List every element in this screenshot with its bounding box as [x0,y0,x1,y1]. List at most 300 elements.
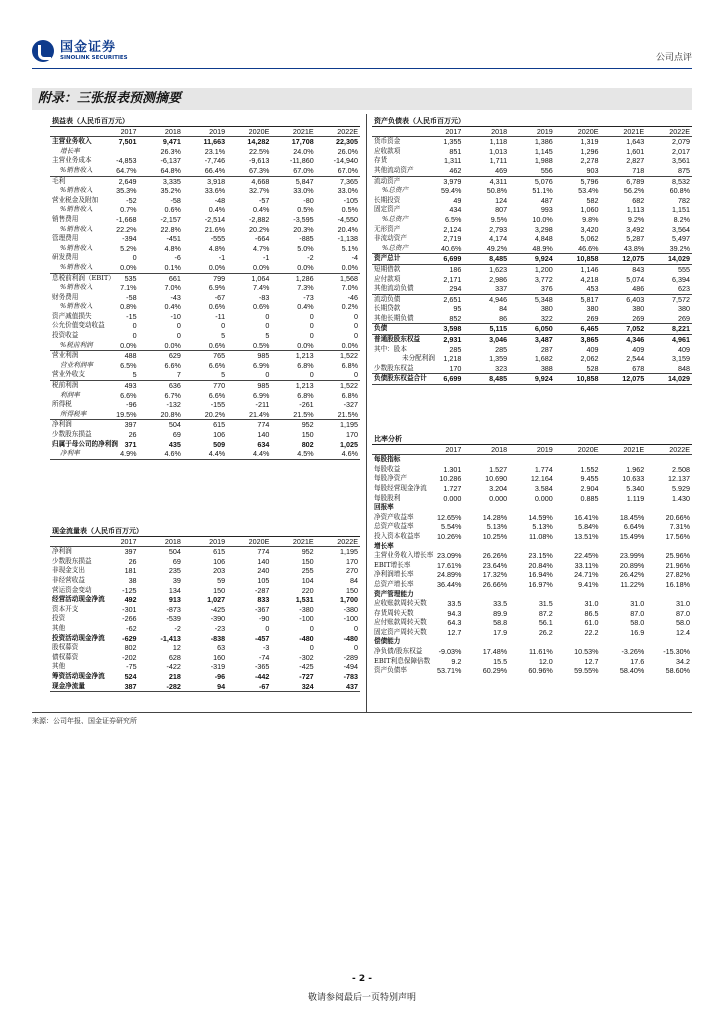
row-value: 6.64% [623,522,645,532]
company-logo [32,40,128,62]
row-label: %总资产 [382,214,409,223]
table-row [50,137,360,147]
row-value: -100 [343,614,358,624]
row-value: 3,918 [207,176,226,186]
row-value: 409 [678,344,690,354]
row-value: -380 [299,604,314,614]
table-row [50,253,360,263]
row-value: 453 [555,284,601,294]
row-value: 10,858 [555,374,601,385]
row-value: 843 [632,264,645,274]
row-value: 6.8% [297,360,314,370]
row-value: 848 [646,364,692,374]
row-value: -1,413 [160,633,181,643]
row-value: 59 [217,575,226,585]
row-label: 货币资金 [374,137,401,146]
bottom-rule [32,712,692,713]
row-value: 6,050 [509,324,555,335]
row-value: 3,159 [672,354,690,364]
row-value: 294 [418,284,464,294]
row-value: 270 [346,566,358,576]
row-value: -10 [170,311,181,321]
row-value: 2,986 [489,274,508,284]
row-value: -15 [126,311,137,321]
row-value: 0.6% [208,302,226,312]
row-value: 0.7% [120,205,137,215]
row-value: 23.1% [204,146,226,156]
row-value: 985 [257,381,270,391]
year-header: 2018 [139,536,183,547]
table-row [50,557,360,567]
table-title: 损益表（人民币百万元） [50,116,360,126]
row-value: 0.4% [164,302,181,312]
row-value: 46.6% [555,244,601,254]
row-value: -14,940 [333,156,358,166]
row-value: 5.84% [578,522,599,532]
row-value: -629 [122,633,137,643]
row-value: 0 [265,311,270,321]
row-value: 1.774 [534,464,553,474]
row-value: 770 [213,381,226,391]
row-value: 1,601 [626,146,645,156]
row-value: 0 [132,321,137,331]
row-label: 利润率 [60,390,80,399]
row-value: 1,118 [489,137,508,147]
row-label: 净利润增长率 [374,570,414,579]
row-value: -494 [343,662,358,672]
row-value: 380 [540,304,553,314]
row-value: 11.61% [528,647,553,657]
row-value: 1.962 [626,464,645,474]
row-label: 财务费用 [52,292,79,301]
row-value: 5,115 [463,324,509,335]
row-label: 固定资产 [374,205,401,214]
row-label: 息税前利润（EBIT） [52,273,115,282]
row-value: 1.727 [443,483,462,493]
row-value: 49 [453,195,462,205]
row-value: 807 [495,205,508,215]
year-header: 2022E [646,126,692,137]
table-row [50,263,360,273]
table-title-row [372,116,692,126]
row-value: 6.5% [120,360,137,370]
row-value: 19.5% [94,410,138,420]
row-value: 409 [586,344,599,354]
row-value: 376 [509,284,555,294]
row-value: -457 [255,633,270,643]
row-label: 少数股东损益 [52,556,92,565]
row-label: 主营业务成本 [52,156,92,165]
table-row [50,605,360,615]
row-value: 322 [509,314,555,324]
row-value: 9.5% [490,214,508,224]
page-number: - 2 - [352,974,372,984]
row-value: 993 [540,205,553,215]
row-value: 1,200 [534,264,553,274]
row-value: 4.9% [94,449,138,459]
row-value: 63 [217,643,226,653]
row-value: 10.633 [622,474,645,484]
row-label: 股权募资 [52,643,79,652]
row-value: 6.6% [120,390,137,400]
row-value: 17.6 [630,656,645,666]
row-value: 488 [124,351,137,361]
row-value: 5,076 [534,176,553,186]
table-row [50,634,360,644]
table-row [50,400,360,410]
row-value: 682 [632,195,645,205]
year-header: 2017 [418,126,464,137]
row-value: 5.0% [297,243,314,253]
row-value: 5,062 [580,234,599,244]
row-value: 22,305 [336,137,358,147]
row-value: 64.3 [447,618,462,628]
row-label: 少数股东损益 [52,430,92,438]
row-value: 774 [257,420,270,430]
row-value: 12,075 [601,254,647,265]
row-value: 6.8% [341,360,358,370]
row-value: 12.4 [676,627,690,637]
row-value: 0.885 [580,493,599,503]
row-value: 140 [257,430,270,439]
row-value: -75 [126,662,137,672]
row-value: -105 [343,195,358,205]
year-header: 2020E [227,536,271,547]
group-name: 回报率 [374,503,394,512]
row-label: 营业利润 [52,351,79,360]
row-value: -2 [174,623,181,633]
row-value: 556 [509,166,555,176]
row-value: 0.0% [227,263,271,273]
row-value: 623 [646,284,692,294]
year-header: 2017 [418,444,464,455]
table-row [50,410,360,420]
row-label: 其他长期负债 [372,314,418,324]
row-value: 14,029 [646,254,692,265]
row-label: 长期贷款 [374,304,401,313]
row-label: %销售收入 [60,283,93,292]
table-row [372,225,692,235]
row-label: 净利润 [52,420,72,429]
row-label: 应付款项 [374,274,401,283]
table-row [372,561,692,571]
row-value: 0 [265,623,270,633]
row-label: %总资产 [372,244,418,254]
table-row [372,580,692,590]
row-label: %销售收入 [50,166,94,176]
row-value: 203 [213,566,226,576]
row-value: -58 [126,292,137,302]
row-value: 1,213 [295,381,314,391]
row-label: 其他流动负债 [372,284,418,294]
table-row [372,570,692,580]
row-label: 其他 [52,662,66,671]
table-row [50,156,360,166]
row-value: -74 [259,652,270,662]
row-value: 33.6% [204,186,226,196]
row-value: 36.44% [437,579,462,589]
row-value: 2,827 [626,156,645,166]
row-value: 582 [586,195,599,205]
row-value: -6,137 [160,156,181,166]
row-value: -282 [139,682,183,692]
row-value: 2,062 [580,354,599,364]
row-label: 流动资产 [374,176,401,185]
row-label: 流动负债 [374,294,401,303]
row-value: 3,420 [580,224,599,234]
row-value: 31.0 [584,599,599,609]
row-value: 0 [227,370,271,380]
row-value: 3.584 [534,483,553,493]
row-value: 67.0% [316,166,360,176]
table-row [372,599,692,609]
row-value: -202 [122,652,137,662]
row-value: 1,151 [672,205,690,215]
row-value: 17,708 [291,137,314,147]
row-value: 774 [257,547,270,557]
table-row [50,391,360,401]
row-label: 总资产增长率 [374,579,414,588]
row-value: 985 [257,351,270,361]
row-value: 903 [555,166,601,176]
row-label: 少数股东权益 [372,364,418,374]
row-value: 1,146 [580,264,599,274]
table-row [372,304,692,314]
row-label: 总资产收益率 [374,522,414,531]
row-value: 1,711 [489,156,508,166]
table-row [372,647,692,657]
row-value: 22.45% [574,551,599,561]
row-value: 388 [509,364,555,374]
row-value: 0.000 [489,493,508,503]
table-row [50,331,360,341]
row-value: 1.552 [580,464,599,474]
row-value: -57 [259,195,270,205]
row-value: 64.7% [94,166,138,176]
row-value: 3,598 [418,324,464,335]
row-value: 0 [265,321,270,331]
row-value: 87.0 [676,608,690,618]
row-label: 公允价值变动收益 [52,321,105,330]
year-header-blank [372,126,418,137]
row-label: %销售收入 [60,205,93,214]
row-value: 16.18% [665,579,690,589]
row-value: -1,668 [116,214,137,224]
row-value: 462 [418,166,464,176]
row-value: 9,924 [509,254,555,265]
row-value: 1,359 [489,354,508,364]
row-value: 20.3% [293,224,314,234]
table-row [372,532,692,542]
table-row [372,284,692,294]
row-value: 9,471 [162,137,181,147]
row-value: 23.09% [437,551,462,561]
row-value: 387 [94,682,138,692]
row-value: -67 [214,292,226,302]
row-value: 9.455 [580,474,599,484]
row-label: %销售收入 [60,302,93,311]
row-value: -885 [299,234,314,244]
row-value: -1 [263,253,270,263]
row-value: 140 [257,556,270,566]
row-value: 49.2% [463,244,509,254]
row-value: 17.48% [482,647,508,657]
row-value: 39.2% [646,244,692,254]
row-value: 4.4% [227,449,271,459]
row-label: 营运资金变动 [52,585,92,594]
row-value: 0 [354,643,358,653]
year-header: 2022E [316,126,360,137]
row-value [94,147,138,157]
row-value: 11.08% [528,531,553,541]
row-value: 0.6% [183,341,227,351]
row-value: -6 [174,253,181,263]
row-value: -480 [299,633,314,643]
row-value: -73 [303,292,314,302]
row-value: 35.3% [116,186,137,196]
row-value: 86.5 [584,608,599,618]
year-header: 2018 [139,126,183,137]
row-label: 长期投资 [374,195,401,204]
row-value: 324 [271,682,315,692]
row-value: 4,946 [489,294,508,304]
row-value: 21.96% [665,560,690,570]
row-label: 所得税率 [50,410,94,420]
table-row [372,147,692,157]
table-row [50,205,360,215]
row-value: 5 [94,370,138,380]
row-value: 8.2% [673,214,690,224]
year-header: 2021E [601,126,647,137]
row-value: 1,311 [443,156,462,166]
row-value: -838 [210,633,226,643]
row-value: 17.32% [482,570,508,580]
row-value: 67.3% [227,166,271,176]
year-header: 2019 [183,536,227,547]
row-value: 33.11% [574,560,599,570]
row-value: 678 [601,364,647,374]
row-value: 170 [346,556,358,566]
year-header: 2020E [555,126,601,137]
row-value: -539 [166,614,181,624]
row-value: 7.31% [669,522,690,532]
row-label: 无形资产 [374,224,401,233]
row-value: 799 [213,273,226,283]
row-value: 0.6% [164,205,181,215]
row-value: 504 [168,547,181,557]
row-value: 22.5% [249,146,270,156]
row-value: 5 [221,331,226,341]
row-value: 5,847 [295,176,314,186]
row-value: 104 [301,575,314,585]
row-value: 106 [213,556,226,566]
row-value: 35.2% [160,186,181,196]
row-value: 504 [168,420,181,430]
row-value: 2,649 [118,176,137,186]
row-value: 1,643 [626,137,645,147]
row-value: -287 [255,585,270,595]
row-value: 1,218 [443,354,462,364]
row-value: 7.4% [253,283,270,293]
row-value: 186 [449,264,462,274]
table-row [372,628,692,638]
row-label: 营业外收支 [50,370,94,380]
row-value: -3 [263,643,270,653]
row-value: 509 [213,439,226,449]
row-value: 34.2 [676,656,690,666]
row-value: 12.164 [530,474,553,484]
row-value: -211 [255,400,270,410]
year-header-blank [50,126,94,137]
row-value: 0 [271,370,315,380]
row-value: 397 [124,420,137,430]
year-header-row [50,126,360,137]
row-value: 1,296 [580,146,599,156]
row-value: 1,568 [340,273,358,283]
row-value: -155 [210,400,226,410]
row-value: 12.137 [668,474,690,484]
row-value: 0.0% [271,341,315,351]
row-value: 15.5 [493,656,508,666]
row-value: 833 [257,595,270,605]
group-name: 每股指标 [374,455,401,464]
row-value: 0 [316,370,360,380]
group-row [372,542,692,552]
row-value: 6,699 [418,254,464,265]
row-value: 15.49% [619,531,645,541]
row-value: 4,311 [489,176,508,186]
row-value: 10.25% [482,531,508,541]
table-row [372,657,692,667]
row-value: 2.508 [672,464,690,474]
table-row [372,186,692,196]
row-label: 资产减值损失 [52,311,92,320]
table-row [50,283,360,293]
table-row [50,576,360,586]
table-row [50,430,360,440]
table-row [50,186,360,196]
row-value: 1,145 [534,146,553,156]
row-value: 150 [301,430,314,439]
row-value: 6.9% [253,360,270,370]
row-value: 10.690 [485,474,508,484]
row-value: 1,355 [443,137,462,147]
group-name: 资产管理能力 [374,589,414,598]
row-value: -261 [299,400,314,410]
row-value: 434 [449,205,462,215]
row-value: 636 [168,381,181,391]
row-value: 5.2% [120,243,137,253]
row-value: 58.0 [630,618,645,628]
row-value: 9.8% [582,214,599,224]
row-label: 投资收益 [52,331,79,340]
row-value: 851 [449,146,462,156]
row-label: 应收账款周转天数 [374,599,427,608]
row-value: 21.4% [227,410,271,420]
table-row [50,672,360,682]
row-value: 14.28% [482,512,508,522]
doc-type: 公司点评 [655,53,692,63]
row-value: 5 [265,331,270,341]
row-value: 53.71% [437,666,462,676]
row-value: 4.5% [271,449,315,459]
row-value: -9.03% [438,647,462,657]
table-title: 比率分析 [372,434,692,444]
row-value: 0 [309,321,314,331]
row-value: 67.0% [271,166,315,176]
row-value: 31.0 [676,599,690,609]
row-value: 43.8% [601,244,647,254]
